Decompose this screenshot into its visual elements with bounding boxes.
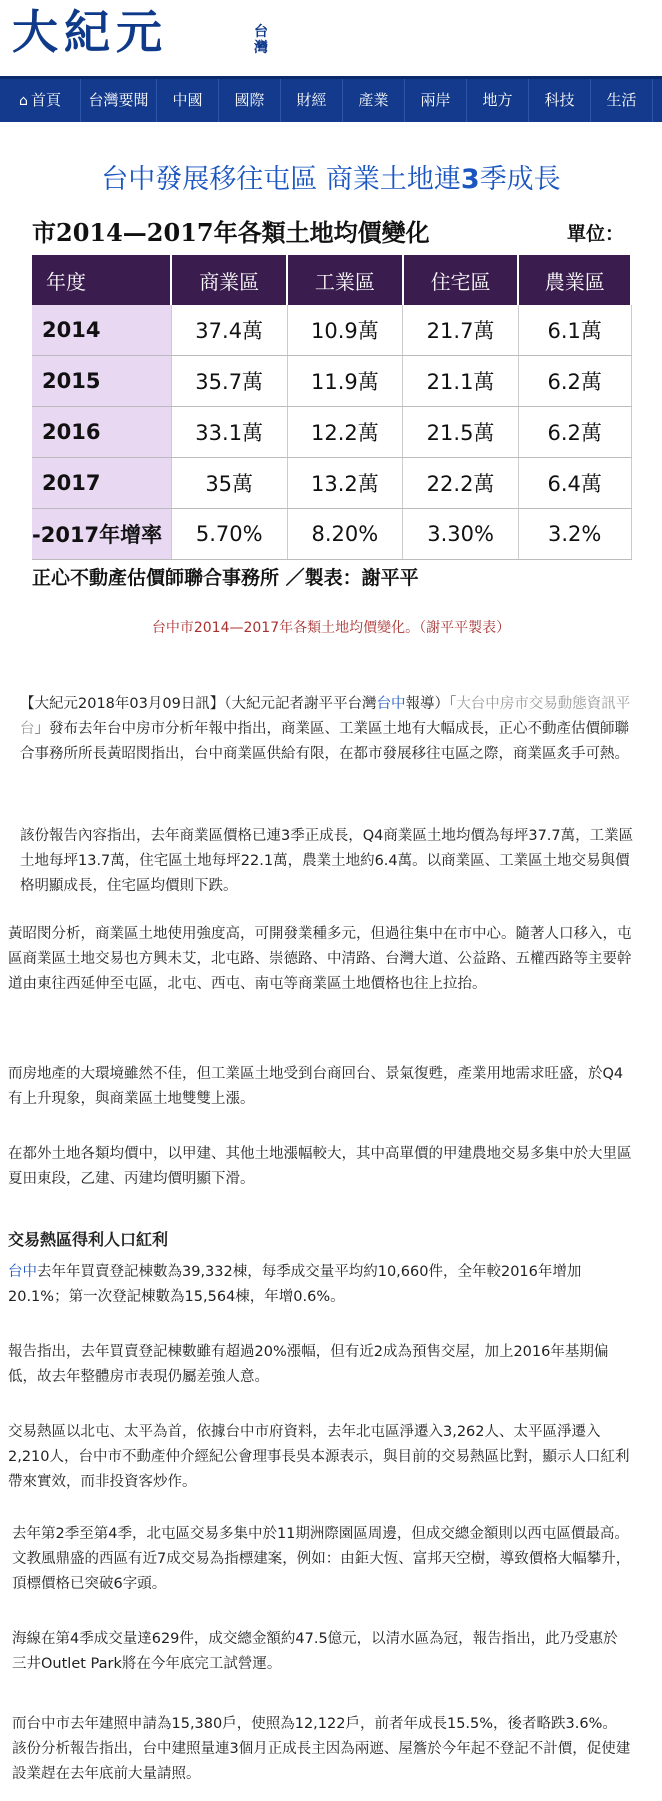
paragraph: 報告指出，去年買賣登記棟數雖有超過20%漲幅，但有近2成為預售交屋，加上2016年基期偏低，故去年整體房市表現仍屬差強人意。 [8, 1344, 609, 1385]
nav-item-life[interactable]: 生活 [591, 79, 653, 122]
tag-link-taichung[interactable]: 台中 [8, 1264, 37, 1280]
nav-item-china[interactable]: 中國 [157, 79, 219, 122]
cell-year: 2014 [32, 305, 171, 356]
nav-item-local[interactable]: 地方 [467, 79, 529, 122]
main-nav [0, 76, 662, 122]
paragraph: 黃昭閔分析，商業區土地使用強度高，可開發業種多元，但過往集中在市中心。隨著人口移入，屯區商業區土地交易也方興未艾，北屯路、崇德路、中清路、台灣大道、公益路、五權西路等主要幹道由東往西延伸至屯區，北屯、西屯、南屯等商業區土地價格也往上拉抬。 [8, 926, 632, 992]
figure-caption: 台中市2014—2017年各類土地均價變化。（謝平平製表） [151, 620, 511, 636]
col-header-industrial: 工業區 [287, 255, 403, 305]
cell-value: 35萬 [171, 458, 287, 509]
cell-value: 21.7萬 [403, 305, 519, 356]
cell-value: 6.1萬 [518, 305, 631, 356]
edition-label: 台灣 [254, 24, 268, 56]
cell-year: 2016 [32, 407, 171, 458]
table-row [32, 305, 631, 356]
article-headline: 台中發展移往屯區 商業土地連3季成長 [101, 164, 561, 195]
cell-value: 22.2萬 [403, 458, 519, 509]
nav-item-cross-strait[interactable]: 兩岸 [405, 79, 467, 122]
paragraph: 海線在第4季成交量達629件，成交總金額約47.5億元，以清水區為冠，報告指出，此乃受惠於三井Outlet Park將在今年底完工試營運。 [12, 1631, 618, 1672]
nav-item-taiwan[interactable]: 台灣要聞 [81, 79, 157, 122]
figure-title: 市2014—2017年各類土地均價變化 [32, 218, 430, 247]
nav-item-international[interactable]: 國際 [219, 79, 281, 122]
cell-value: 21.1萬 [403, 356, 519, 407]
paragraph: 該份報告內容指出，去年商業區價格已連3季正成長，Q4商業區土地均價為每坪37.7萬，工業區土地每坪13.7萬，住宅區土地每坪22.1萬，農業土地約6.4萬。以商業區、工業區土地交易與價格明顯成長，住宅區均價則下跌。 [20, 828, 634, 894]
section-subheading: 交易熱區得利人口紅利 [8, 1230, 169, 1249]
cell-value: 21.5萬 [403, 407, 519, 458]
nav-item-label: 首頁 [30, 91, 61, 109]
table-row [32, 407, 631, 458]
cell-value: 11.9萬 [287, 356, 403, 407]
home-icon: ⌂ [19, 93, 28, 109]
cell-value: 13.2萬 [287, 458, 403, 509]
figure-credit: 正心不動產估價師聯合事務所 ／製表：謝平平 [32, 567, 419, 589]
cell-growth-label: -2017年增率 [32, 509, 171, 560]
table-header-row [32, 255, 631, 305]
cell-value: 6.2萬 [518, 407, 631, 458]
price-table-figure [32, 217, 632, 597]
paragraph: 而台中市去年建照申請為15,380戶，使照為12,122戶，前者年成長15.5%，後者略跌3.6%。 該份分析報告指出，台中建照量連3個月正成長主因為兩遮、屋簷於今年起不登記不計價，促使建設業趕在去年底前大量請照。 [12, 1716, 631, 1782]
col-header-agricultural: 農業區 [518, 255, 631, 305]
table-row [32, 509, 631, 560]
paragraph: 台中去年年買賣登記棟數為39,332棟，每季成交量平均約10,660件，全年較2016年增加20.1%；第一次登記棟數為15,564棟，年增0.6%。 [8, 1264, 582, 1305]
col-header-year: 年度 [32, 255, 171, 305]
cell-value: 35.7萬 [171, 356, 287, 407]
nav-item-tech[interactable]: 科技 [529, 79, 591, 122]
paragraph: 在都外土地各類均價中，以甲建、其他土地漲幅較大，其中高單價的甲建農地交易多集中於大里區夏田東段，乙建、丙建均價明顯下滑。 [8, 1146, 632, 1187]
paragraph: 交易熱區以北屯、太平為首，依據台中市府資料，去年北屯區淨遷入3,262人、太平區淨遷入2,210人，台中市不動產仲介經紀公會理事長吳本源表示，與目前的交易熱區比對，顯示人口紅利帶來實效，而非投資客炒作。 [8, 1424, 630, 1490]
cell-value: 6.2萬 [518, 356, 631, 407]
nav-item-finance[interactable]: 財經 [281, 79, 343, 122]
land-price-table [32, 255, 632, 560]
nav-item-home[interactable] [0, 79, 81, 122]
cell-year: 2015 [32, 356, 171, 407]
cell-value: 3.30% [403, 509, 519, 560]
cell-value: 6.4萬 [518, 458, 631, 509]
platform-link[interactable]: 大台中房市交易動態資訊平台 [20, 696, 631, 737]
tag-link-taichung[interactable]: 台中 [376, 696, 406, 712]
table-row [32, 458, 631, 509]
masthead [0, 0, 662, 76]
cell-value: 10.9萬 [287, 305, 403, 356]
figure-unit: 單位： [567, 223, 625, 245]
col-header-residential: 住宅區 [403, 255, 519, 305]
cell-value: 37.4萬 [171, 305, 287, 356]
nav-item-industry[interactable]: 產業 [343, 79, 405, 122]
col-header-commercial: 商業區 [171, 255, 287, 305]
cell-value: 8.20% [287, 509, 403, 560]
cell-value: 33.1萬 [171, 407, 287, 458]
cell-value: 3.2% [518, 509, 631, 560]
site-logo[interactable]: 大紀元 [12, 5, 168, 59]
cell-value: 5.70% [171, 509, 287, 560]
cell-value: 12.2萬 [287, 407, 403, 458]
paragraph: 去年第2季至第4季，北屯區交易多集中於11期洲際園區周邊，但成交總金額則以西屯區價最高。文教風鼎盛的西區有近7成交易為指標建案，例如：由鉅大恆、富邦天空樹，導致價格大幅攀升，頂標價格已突破6字頭。 [12, 1526, 631, 1592]
paragraph: 而房地產的大環境雖然不佳，但工業區土地受到台商回台、景氣復甦，產業用地需求旺盛，於Q4有上升現象，與商業區土地雙雙上漲。 [8, 1066, 624, 1107]
table-row [32, 356, 631, 407]
cell-year: 2017 [32, 458, 171, 509]
paragraph: 【大紀元2018年03月09日訊】（大紀元記者謝平平台灣台中報導）「大台中房市交易動態資訊平台」發布去年台中房市分析年報中指出，商業區、工業區土地有大幅成長，正心不動產估價師聯合事務所所長黃昭閔指出，台中商業區供給有限，在都市發展移往屯區之際，商業區炙手可熱。 [20, 696, 631, 762]
